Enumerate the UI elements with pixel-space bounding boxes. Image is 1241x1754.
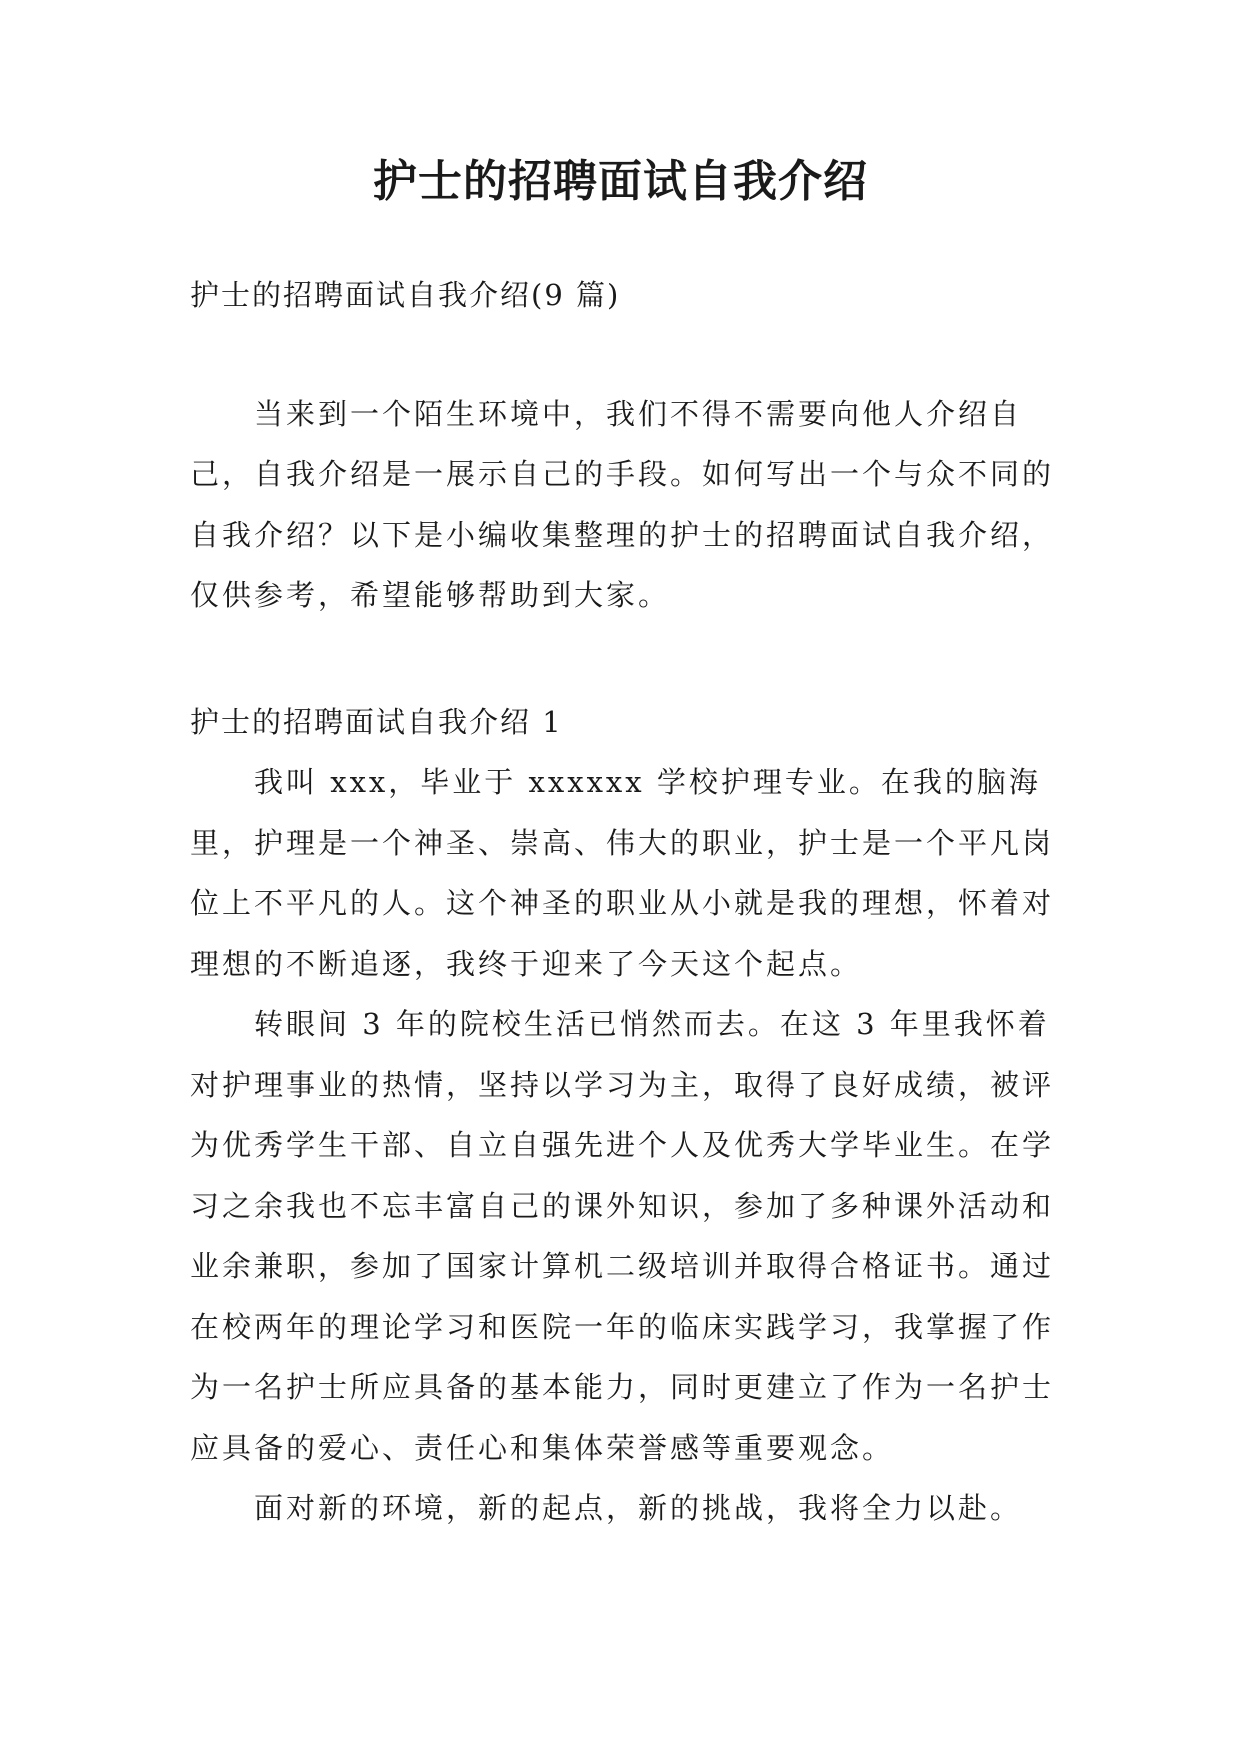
- document-body: [190, 265, 1070, 1539]
- document-subtitle: 护士的招聘面试自我介绍(9 篇): [190, 278, 621, 312]
- intro-paragraph: 当来到一个陌生环境中，我们不得不需要向他人介绍自己，自我介绍是一展示自己的手段。如何写出一个与众不同的自我介绍？以下是小编收集整理的护士的招聘面试自我介绍，仅供参考，希望能够帮助到大家。: [190, 396, 1055, 612]
- body-paragraph: 我叫 xxx，毕业于 xxxxxx 学校护理专业。在我的脑海里，护理是一个神圣、崇高、伟大的职业，护士是一个平凡岗位上不平凡的人。这个神圣的职业从小就是我的理想，怀着对理想的不断追逐，我终于迎来了今天这个起点。: [190, 765, 1055, 981]
- section-heading: 护士的招聘面试自我介绍 1: [190, 704, 563, 739]
- body-paragraph: 面对新的环境，新的起点，新的挑战，我将全力以赴。: [254, 1491, 1023, 1525]
- body-paragraph: 转眼间 3 年的院校生活已悄然而去。在这 3 年里我怀着对护理事业的热情，坚持以学习为主，取得了良好成绩，被评为优秀学生干部、自立自强先进个人及优秀大学毕业生。在学习之余我也不忘丰富自己的课外知识，参加了多种课外活动和业余兼职，参加了国家计算机二级培训并取得合格证书。通过在校两年的理论学习和医院一年的临床实践学习，我掌握了作为一名护士所应具备的基本能力，同时更建立了作为一名护士应具备的爱心、责任心和集体荣誉感等重要观念。: [190, 1007, 1055, 1465]
- document-title: 护士的招聘面试自我介绍: [373, 156, 868, 207]
